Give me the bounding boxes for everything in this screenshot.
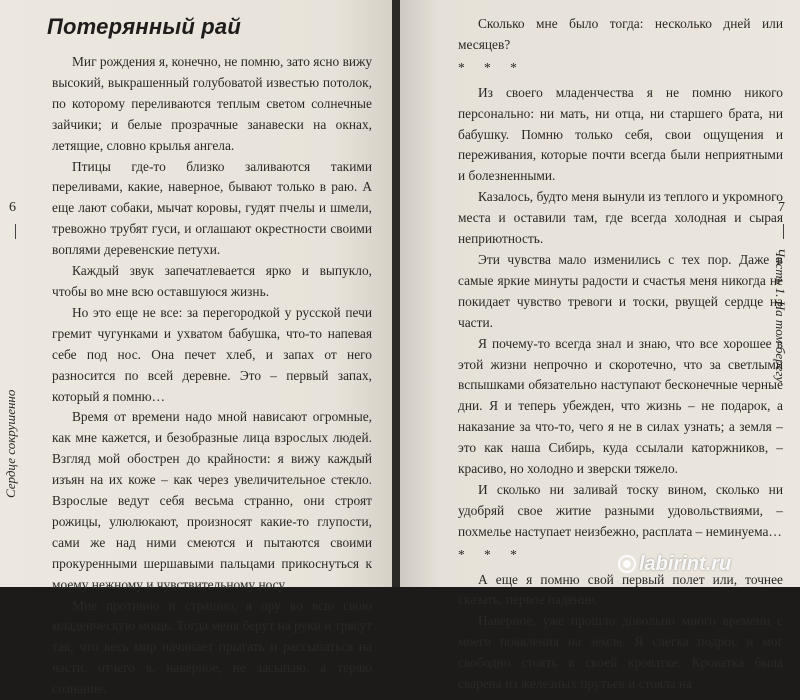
section-separator: * * * <box>458 546 519 562</box>
page-number-left: 6 <box>9 200 16 215</box>
paragraph: Сколько мне было тогда: несколько дней или месяцев? <box>458 16 783 52</box>
left-page <box>0 0 392 697</box>
right-page-text <box>458 14 783 695</box>
paragraph: Наверное, уже прошло довольно много времени с моего появления на земле. Я слегка подрос и мог свободно стоять в своей кроватке. Кроватка была сварена из железных прутьев и стояла на <box>458 613 783 692</box>
paragraph: Эти чувства мало изменились с тех пор. Даже в самые яркие минуты радости и счастья меня никогда не покидает чувство тревоги и тоски, рвущей сердце на части. <box>458 251 783 330</box>
watermark-text: labirint.ru <box>639 553 732 575</box>
paragraph: Я почему-то всегда знал и знаю, что все хорошее в этой жизни непрочно и скоротечно, что за светлыми вспышками обязательно наступают бесконечные черные дни. Я и теперь убежден, что жизнь – не подарок, а наказание за что-то, чего я не в силах узнать; а земля – это как наша Сибирь, куда ссылали каторжников, – красиво, но холодно и зверски тяжело. <box>458 335 783 477</box>
left-margin-header <box>3 200 23 580</box>
paragraph: Но это еще не все: за перегородкой у русской печи гремит чугунками и ухватом бабушка, что-то напевая себе под нос. Она печет хлеб, и запах от него разносится по всей деревне. Это – первый запах, который я помню… <box>52 304 372 404</box>
paragraph: Время от времени надо мной нависают огромные, как мне кажется, и безобразные лица взрослых людей. Взгляд мой обострен до крайности: я вижу каждый изъян на их коже – как через увеличительное стекло. Взрослые ведут себя весьма странно, они строят рожицы, улюлюкают, произносят какие-то глупости, сами же над ними смеются и пытаются своими прокуренными шершавыми пальцами прикоснуться к моему нежному и чувствительному носу. <box>52 409 372 592</box>
running-head-right: Часть 1. На том берегу <box>773 248 788 383</box>
watermark-logo <box>618 553 731 576</box>
paragraph: Каждый звук запечатлевается ярко и выпукло, чтобы во мне всю оставшуюся жизнь. <box>52 263 372 299</box>
running-head-left: Сердце сокрушенно <box>3 389 18 498</box>
page-number-right: 7 <box>778 200 785 215</box>
margin-rule <box>783 224 784 239</box>
paragraph: А еще я помню свой первый полет или, точнее сказать, первое падение. <box>458 571 783 608</box>
right-page <box>400 0 800 692</box>
paragraph: Птицы где-то близко заливаются такими переливами, какие, наверное, бывают только в раю. А еще лают собаки, мычат коровы, гудят пчелы и шмели, тревожно трубят гуси, и оглашают окрестности своими воплями деревенские петухи. <box>52 158 372 258</box>
labirint-logo-icon <box>618 555 636 573</box>
book-gutter <box>392 0 400 587</box>
left-page-text <box>52 52 372 700</box>
paragraph: Из своего младенчества я не помню никого персонально: ни мать, ни отца, ни старшего брата, ни бабушку. Помню только себя, свои ощущения и переживания, которые почти всегда были неприятными и болезненными. <box>458 84 783 184</box>
right-margin-header <box>772 200 794 580</box>
chapter-title: Потерянный рай <box>47 14 241 39</box>
paragraph: И сколько ни заливай тоску вином, сколько ни удобряй свое житие разными удовольствиями, – похмелье наступает неизбежно, расплата – неминуема… <box>458 481 783 539</box>
paragraph: Казалось, будто меня вынули из теплого и укромного места и оставили там, где всегда холодная и сырая неприютность. <box>458 189 783 247</box>
section-separator: * * * <box>458 59 519 75</box>
paragraph: Мне противно и страшно, я ору во всю свою младенческую мощь. Тогда меня берут на руки и трясут так, что весь мир начинает прыгать и рассыпаться на части, отчего я, наверное, не засыпаю, а теряю сознание. <box>52 597 372 697</box>
paragraph: Миг рождения я, конечно, не помню, зато ясно вижу высокий, выкрашенный голубоватой известью потолок, по которому переливаются теплым светом солнечные зайчики; и белые прозрачные занавески на окнах, летящие, словно крылья ангела. <box>52 54 373 153</box>
margin-rule <box>15 224 16 239</box>
